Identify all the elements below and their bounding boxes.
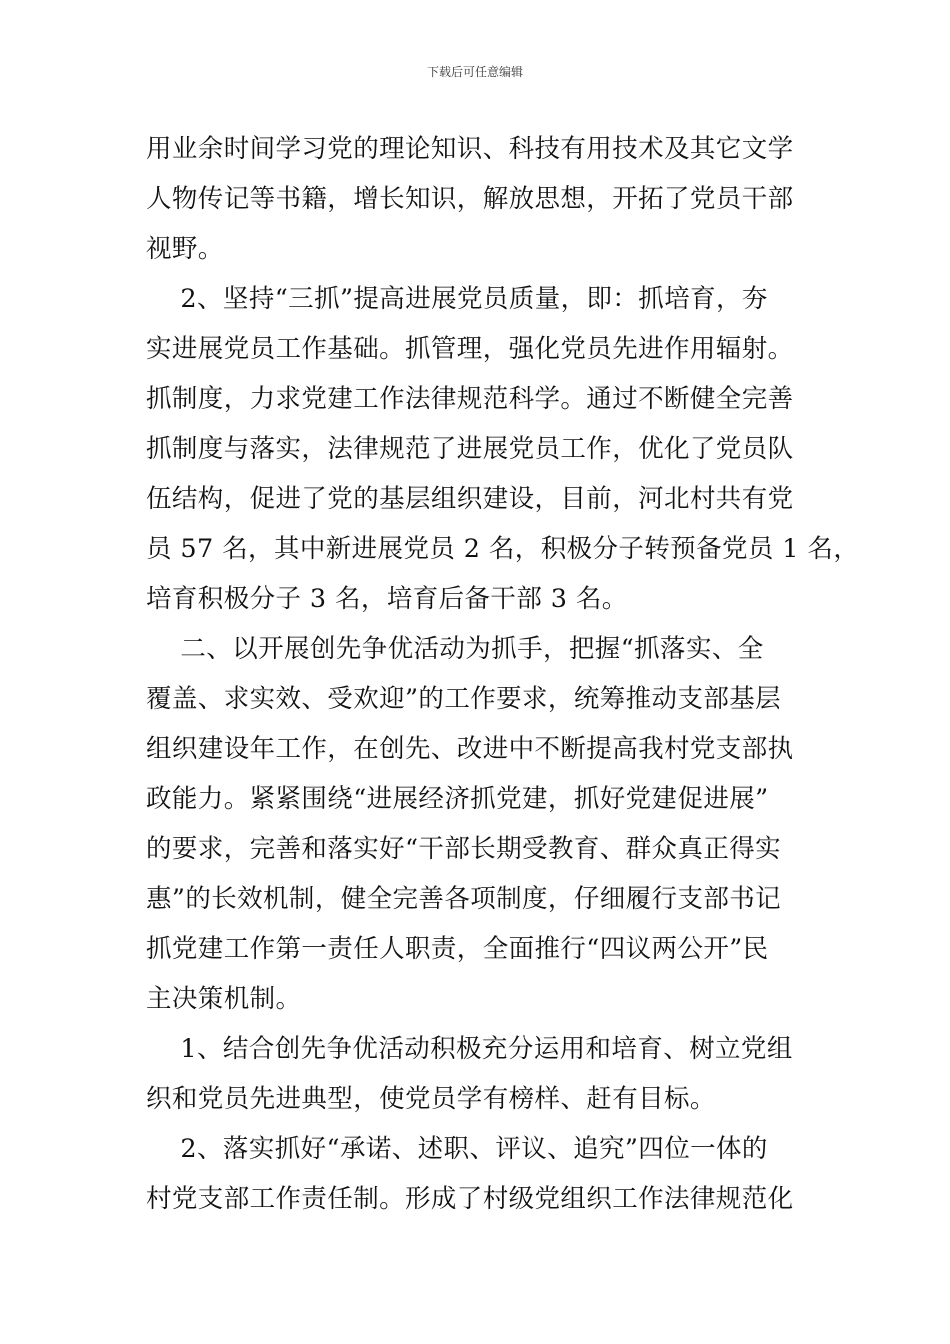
text-line: 2、落实抓好“承诺、述职、评议、追究”四位一体的 (146, 1134, 768, 1164)
text-line: 2、坚持“三抓”提高进展党员质量，即：抓培育，夯 (146, 284, 768, 314)
text-line: 织和党员先进典型，使党员学有榜样、赶有目标。 (146, 1084, 716, 1114)
document-body (146, 124, 860, 1224)
text-line: 员 57 名，其中新进展党员 2 名，积极分子转预备党员 1 名， (146, 534, 860, 564)
text-line: 政能力。紧紧围绕“进展经济抓党建，抓好党建促进展” (146, 784, 769, 814)
text-line: 1、结合创先争优活动积极充分运用和培育、树立党组 (146, 1034, 793, 1064)
text-line: 用业余时间学习党的理论知识、科技有用技术及其它文学 (146, 134, 794, 164)
text-line: 村党支部工作责任制。形成了村级党组织工作法律规范化 (146, 1184, 794, 1214)
text-line: 伍结构，促进了党的基层组织建设，目前，河北村共有党 (146, 484, 794, 514)
text-line: 实进展党员工作基础。抓管理，强化党员先进作用辐射。 (146, 334, 794, 364)
text-line: 惠”的长效机制，健全完善各项制度，仔细履行支部书记 (146, 884, 782, 914)
text-line: 抓制度与落实，法律规范了进展党员工作，优化了党员队 (146, 434, 794, 464)
text-line: 抓党建工作第一责任人职责，全面推行“四议两公开”民 (146, 934, 769, 964)
page-header: 下载后可任意编辑 (426, 65, 523, 79)
text-line: 主决策机制。 (146, 984, 302, 1014)
text-line: 二、以开展创先争优活动为抓手，把握“抓落实、全 (146, 634, 764, 664)
text-line: 人物传记等书籍，增长知识，解放思想，开拓了党员干部 (146, 184, 794, 214)
text-line: 覆盖、求实效、受欢迎”的工作要求，统筹推动支部基层 (146, 684, 782, 714)
text-line: 的要求，完善和落实好“干部长期受教育、群众真正得实 (146, 834, 782, 864)
text-line: 组织建设年工作，在创先、改进中不断提高我村党支部执 (146, 734, 794, 764)
text-line: 培育积极分子 3 名，培育后备干部 3 名。 (146, 584, 628, 614)
text-line: 视野。 (146, 234, 224, 264)
text-line: 抓制度，力求党建工作法律规范科学。通过不断健全完善 (146, 384, 794, 414)
